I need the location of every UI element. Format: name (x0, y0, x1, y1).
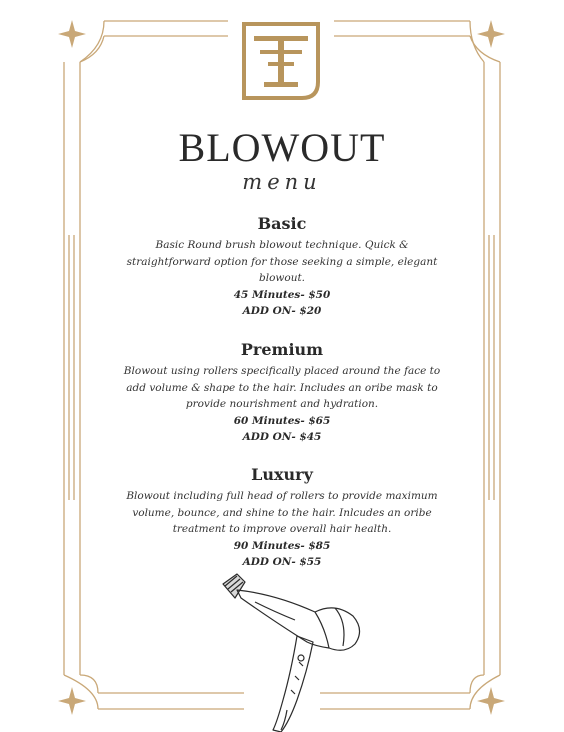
star-icon (58, 687, 86, 715)
service-name: Luxury (251, 465, 313, 484)
service-add-on: ADD ON- $55 (242, 556, 322, 568)
service-description: Basic Round brush blowout technique. Quick & straightforward option for those seeking a simple, elegant blowout. (126, 239, 438, 284)
service-duration-price: 90 Minutes- $85 (233, 539, 331, 552)
service-name: Basic (257, 214, 307, 233)
service-add-on: ADD ON- $45 (242, 431, 322, 443)
star-icon (477, 20, 505, 48)
star-icon (477, 687, 505, 715)
tt-monogram-logo (240, 20, 322, 102)
service-name: Premium (240, 340, 324, 359)
service-add-on: ADD ON- $20 (242, 305, 322, 317)
service-duration-price: 45 Minutes- $50 (233, 288, 331, 301)
service-luxury (118, 465, 446, 571)
service-description: Blowout including full head of rollers to provide maximum volume, bounce, and shine to the hair. Inlcudes an oribe treatment to improve overall hair health. (126, 490, 438, 535)
service-description: Blowout using rollers specifically placed around the face to add volume & shape to the hair. Includes an oribe mask to provide nourishment and hydration. (123, 365, 441, 410)
star-icon (58, 20, 86, 48)
service-basic (118, 214, 446, 320)
menu-title: BLOWOUT (178, 125, 386, 170)
menu-subtitle: menu (242, 170, 322, 194)
service-premium (118, 340, 446, 446)
service-duration-price: 60 Minutes- $65 (233, 414, 331, 427)
hair-dryer-illustration (215, 572, 365, 732)
